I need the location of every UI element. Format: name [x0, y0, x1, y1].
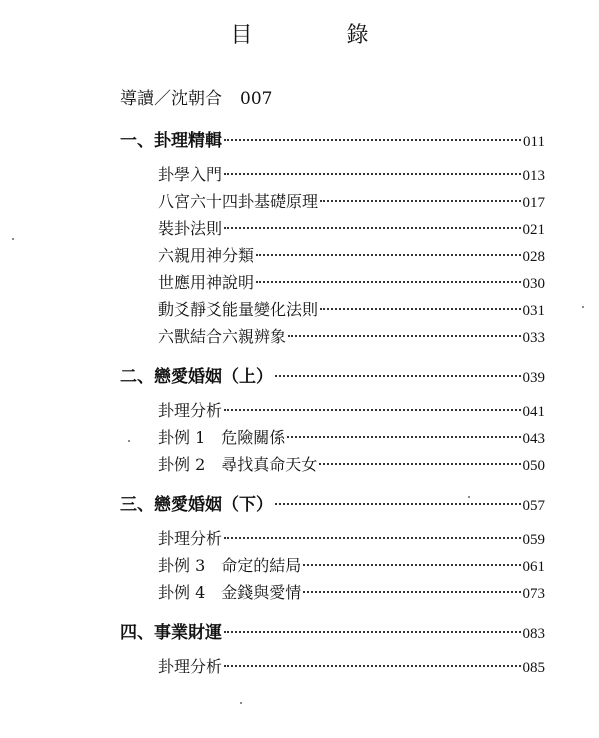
scan-speck — [582, 306, 584, 308]
entry-label-group — [158, 323, 286, 350]
entry-page-number: 028 — [522, 249, 545, 265]
entry-label: 卦例 4 — [158, 583, 206, 602]
entry-label: 動爻靜爻能量變化法則 — [158, 300, 319, 319]
dot-leader — [275, 375, 521, 377]
entry-label-group — [158, 397, 222, 424]
toc-section — [0, 492, 599, 606]
toc-entry — [158, 242, 545, 269]
toc-section — [0, 128, 599, 350]
scan-speck — [240, 702, 242, 704]
dot-leader — [224, 631, 521, 633]
toc-entry — [158, 525, 545, 552]
entry-label-group — [158, 525, 222, 552]
entry-subtitle: 金錢與愛情 — [221, 583, 302, 602]
entry-page-number: 017 — [522, 195, 545, 211]
chapter-title: 一、卦理精輯 — [120, 131, 222, 151]
toc-entry — [158, 161, 545, 188]
entry-label: 八宮六十四卦基礎原理 — [158, 192, 319, 211]
toc-section — [0, 620, 599, 680]
toc-entry — [158, 269, 545, 296]
toc-entry — [158, 579, 545, 606]
entry-label: 六獸結合六親辨象 — [158, 327, 287, 346]
dot-leader — [256, 281, 520, 283]
entry-label-group — [158, 653, 222, 680]
entry-label-group — [158, 188, 318, 215]
entry-page-number: 033 — [522, 330, 545, 346]
entry-label-group — [158, 552, 301, 579]
scan-speck — [468, 496, 470, 498]
page-title: 目 錄 — [230, 23, 405, 48]
entry-page-number: 059 — [522, 532, 545, 548]
dot-leader — [224, 537, 520, 539]
chapter-title: 四、事業財運 — [120, 623, 222, 643]
entry-label: 卦例 1 — [158, 428, 206, 447]
chapter-page-number: 083 — [522, 626, 545, 642]
toc-entry — [158, 323, 545, 350]
entry-page-number: 030 — [522, 276, 545, 292]
toc-entry — [158, 397, 545, 424]
dot-leader — [303, 564, 520, 566]
entry-label-group — [158, 242, 254, 269]
entry-page-number: 021 — [522, 222, 545, 238]
chapter-page-number: 011 — [523, 134, 545, 150]
entry-label: 裝卦法則 — [158, 219, 223, 238]
entry-page-number: 041 — [522, 404, 545, 420]
scan-speck — [128, 440, 130, 442]
chapter-page-number: 057 — [522, 498, 545, 514]
entry-label-group — [158, 296, 318, 323]
dot-leader — [319, 463, 520, 465]
entry-label-group — [158, 269, 254, 296]
entry-label: 卦學入門 — [158, 165, 223, 184]
dot-leader — [303, 591, 520, 593]
entry-page-number: 043 — [522, 431, 545, 447]
entry-label: 六親用神分類 — [158, 246, 255, 265]
intro-line — [120, 84, 272, 109]
dot-leader — [224, 409, 520, 411]
intro-page-number: 007 — [240, 89, 273, 109]
dot-leader — [288, 335, 520, 337]
chapter-row — [120, 620, 545, 647]
entry-label-group — [158, 161, 222, 188]
entry-label-group — [158, 215, 222, 242]
entry-page-number: 085 — [522, 660, 545, 676]
dot-leader — [275, 503, 521, 505]
dot-leader — [287, 436, 520, 438]
toc-entry — [158, 424, 545, 451]
entry-label-group — [158, 579, 301, 606]
toc-entry — [158, 215, 545, 242]
entry-subtitle: 命定的結局 — [221, 556, 302, 575]
entry-label: 卦理分析 — [158, 401, 223, 420]
dot-leader — [320, 200, 520, 202]
dot-leader — [224, 665, 520, 667]
chapter-title: 三、戀愛婚姻（下） — [120, 495, 273, 515]
intro-label: 導讀／沈朝合 — [120, 89, 222, 109]
dot-leader — [320, 308, 520, 310]
chapter-title: 二、戀愛婚姻（上） — [120, 367, 273, 387]
toc-section — [0, 364, 599, 478]
chapter-page-number: 039 — [522, 370, 545, 386]
entry-page-number: 073 — [522, 586, 545, 602]
dot-leader — [224, 227, 520, 229]
entry-label: 卦例 3 — [158, 556, 206, 575]
toc-entry — [158, 296, 545, 323]
toc-entry — [158, 188, 545, 215]
chapter-row — [120, 492, 545, 519]
chapter-row — [120, 364, 545, 391]
entry-label-group — [158, 451, 317, 478]
dot-leader — [224, 173, 520, 175]
toc-entry — [158, 451, 545, 478]
chapter-row — [120, 128, 545, 155]
dot-leader — [256, 254, 520, 256]
entry-label: 卦理分析 — [158, 657, 223, 676]
entry-page-number: 050 — [522, 458, 545, 474]
entry-label: 世應用神說明 — [158, 273, 255, 292]
entry-subtitle: 尋找真命天女 — [221, 455, 318, 474]
entry-page-number: 031 — [522, 303, 545, 319]
entry-page-number: 061 — [522, 559, 545, 575]
entry-label: 卦理分析 — [158, 529, 223, 548]
dot-leader — [224, 139, 521, 141]
table-of-contents — [0, 128, 599, 694]
scan-speck — [12, 238, 14, 240]
entry-page-number: 013 — [522, 168, 545, 184]
toc-entry — [158, 552, 545, 579]
entry-subtitle: 危險關係 — [221, 428, 286, 447]
entry-label: 卦例 2 — [158, 455, 206, 474]
toc-entry — [158, 653, 545, 680]
entry-label-group — [158, 424, 285, 451]
